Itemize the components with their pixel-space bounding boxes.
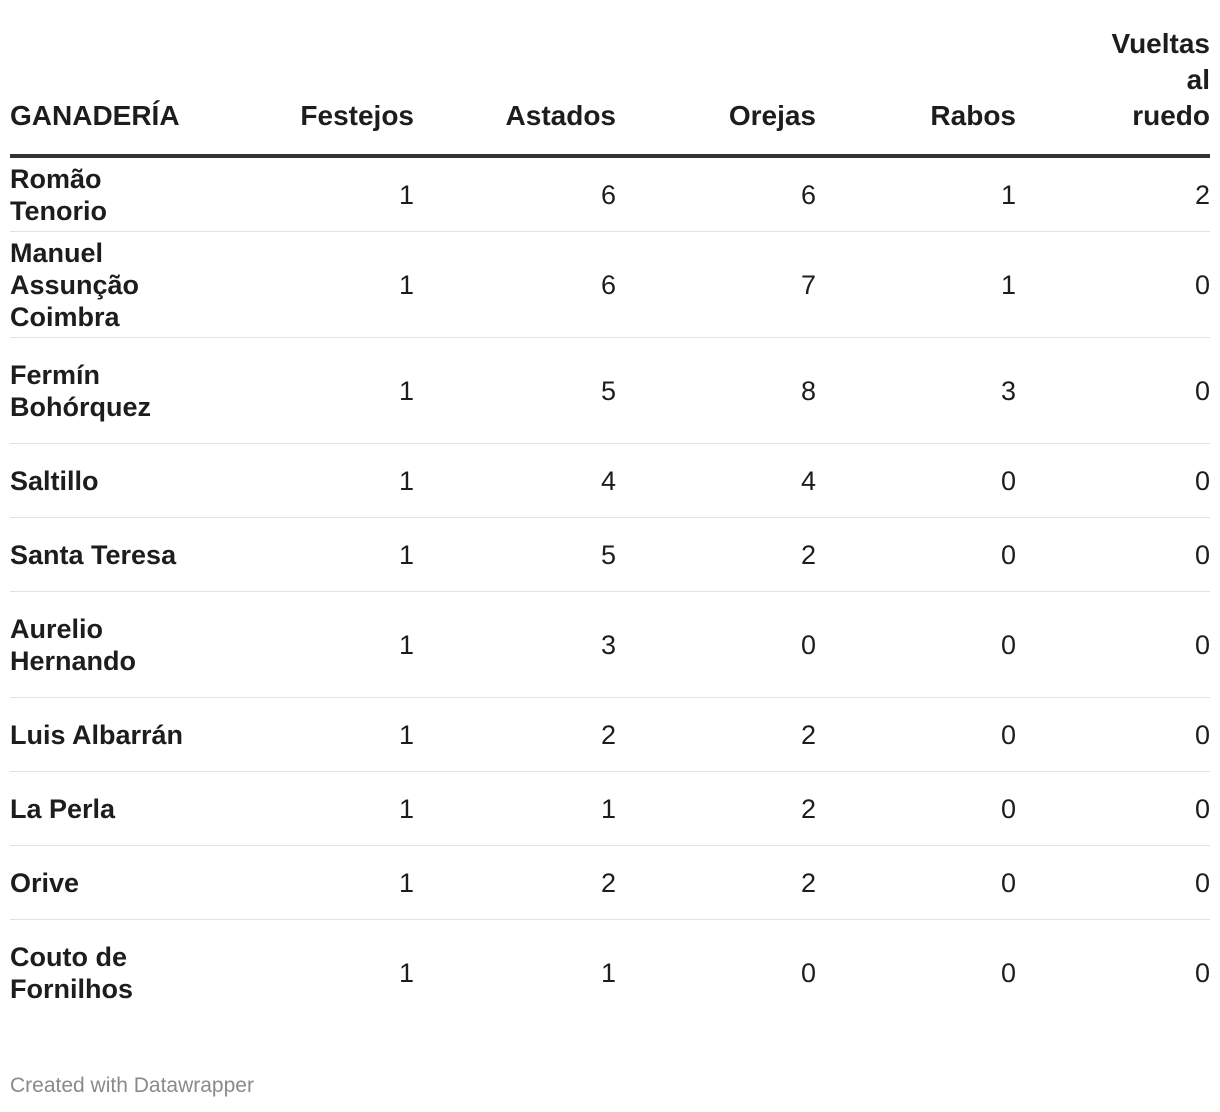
table-row (10, 338, 1210, 444)
row-value-cell: 0 (816, 518, 1016, 592)
row-value-cell: 1 (600, 957, 616, 988)
row-value-cell: 2 (1016, 156, 1210, 232)
row-value-cell: 0 (616, 592, 816, 698)
row-name-cell: Couto de Fornilhos (10, 941, 133, 1004)
table-row (10, 444, 1210, 518)
row-value-cell: 0 (1016, 444, 1210, 518)
row-value-cell: 6 (616, 156, 816, 232)
table-row (10, 232, 1210, 338)
row-value-cell: 6 (414, 156, 616, 232)
row-value-cell: 0 (800, 957, 816, 988)
table-row (10, 920, 1210, 1026)
table-row (10, 156, 1210, 232)
row-value-cell: 0 (1000, 957, 1016, 988)
table-row (10, 592, 1210, 698)
row-value-cell: 1 (210, 698, 414, 772)
column-header-astados[interactable]: Astados (414, 0, 616, 156)
row-value-cell: 4 (414, 444, 616, 518)
table-body (10, 156, 1210, 1025)
column-header-festejos[interactable]: Festejos (210, 0, 414, 156)
row-name-cell: Romão Tenorio (10, 156, 210, 232)
row-name-cell: La Perla (10, 772, 210, 846)
row-value-cell: 2 (616, 846, 816, 920)
row-value-cell: 2 (616, 772, 816, 846)
row-value-cell: 1 (210, 338, 414, 444)
row-name-cell: Santa Teresa (10, 518, 210, 592)
row-value-cell: 1 (210, 592, 414, 698)
table-row (10, 772, 1210, 846)
table-row (10, 846, 1210, 920)
row-value-cell: 2 (414, 846, 616, 920)
row-name-cell: Luis Albarrán (10, 698, 210, 772)
row-name-cell: Saltillo (10, 444, 210, 518)
column-header-ganaderia[interactable]: GANADERÍA (10, 0, 210, 156)
row-name-cell: Orive (10, 846, 210, 920)
row-value-cell: 1 (210, 444, 414, 518)
row-value-cell: 1 (210, 232, 414, 338)
row-value-cell: 1 (210, 156, 414, 232)
row-value-cell: 0 (816, 846, 1016, 920)
row-value-cell: 0 (1016, 592, 1210, 698)
row-value-cell: 0 (1016, 772, 1210, 846)
row-value-cell: 0 (816, 444, 1016, 518)
row-value-cell: 5 (414, 338, 616, 444)
row-value-cell: 0 (816, 592, 1016, 698)
row-value-cell: 2 (616, 698, 816, 772)
row-value-cell: 2 (616, 518, 816, 592)
data-table (10, 0, 1210, 1025)
row-value-cell: 6 (414, 232, 616, 338)
row-value-cell: 1 (210, 846, 414, 920)
row-name-cell: Fermín Bohórquez (10, 338, 210, 444)
footer-credit: Created with Datawrapper (10, 1074, 254, 1097)
row-value-cell: 0 (1016, 698, 1210, 772)
row-value-cell: 4 (616, 444, 816, 518)
row-value-cell: 7 (616, 232, 816, 338)
column-header-vueltas-al-ruedo[interactable]: Vueltas al ruedo (1016, 0, 1210, 156)
row-value-cell: 1 (210, 518, 414, 592)
table-row (10, 698, 1210, 772)
row-name-cell: Aurelio Hernando (10, 592, 210, 698)
row-value-cell: 0 (1016, 232, 1210, 338)
row-value-cell: 1 (816, 156, 1016, 232)
row-value-cell: 3 (414, 592, 616, 698)
row-value-cell: 1 (414, 772, 616, 846)
row-value-cell: 1 (816, 232, 1016, 338)
row-value-cell: 0 (1016, 338, 1210, 444)
column-header-orejas[interactable]: Orejas (616, 0, 816, 156)
row-value-cell: 1 (210, 772, 414, 846)
header-row (10, 0, 1210, 156)
row-value-cell: 0 (1194, 957, 1210, 988)
row-value-cell: 0 (816, 698, 1016, 772)
row-value-cell: 0 (1016, 846, 1210, 920)
table-container (10, 0, 1210, 1025)
row-value-cell: 3 (816, 338, 1016, 444)
row-name-cell: Manuel Assunção Coimbra (10, 232, 210, 338)
row-value-cell: 5 (414, 518, 616, 592)
row-value-cell: 0 (816, 772, 1016, 846)
row-value-cell: 1 (398, 957, 414, 988)
table-row (10, 518, 1210, 592)
row-value-cell: 8 (616, 338, 816, 444)
column-header-rabos[interactable]: Rabos (816, 0, 1016, 156)
row-value-cell: 0 (1016, 518, 1210, 592)
row-value-cell: 2 (414, 698, 616, 772)
